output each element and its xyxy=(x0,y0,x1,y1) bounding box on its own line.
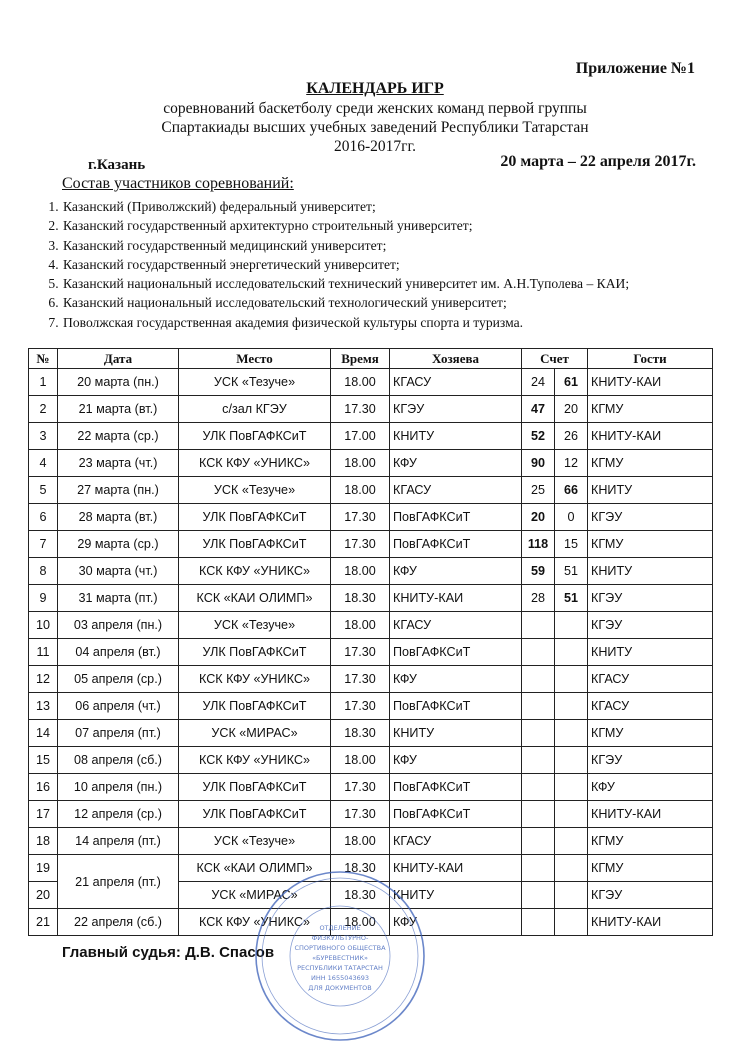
cell-date: 04 апреля (вт.) xyxy=(58,639,179,666)
cell-home: КГАСУ xyxy=(390,828,522,855)
participant-item: 7. Поволжская государственная академия физической культуры спорта и туризма. xyxy=(62,313,750,332)
cell-venue: УЛК ПовГАФКСиТ xyxy=(179,774,331,801)
cell-score-guest xyxy=(555,909,588,936)
participant-item: 1. Казанский (Приволжский) федеральный университет; xyxy=(62,197,750,216)
participant-item: 6. Казанский национальный исследовательский технологический университет; xyxy=(62,293,750,312)
svg-text:ИНН 1655043693: ИНН 1655043693 xyxy=(310,974,370,982)
cell-guest: КНИТУ-КАИ xyxy=(588,801,713,828)
cell-home: КНИТУ xyxy=(390,720,522,747)
cell-time: 17.30 xyxy=(331,504,390,531)
cell-home: КНИТУ xyxy=(390,423,522,450)
cell-guest: КНИТУ-КАИ xyxy=(588,369,713,396)
cell-guest: КГМУ xyxy=(588,855,713,882)
cell-date: 08 апреля (сб.) xyxy=(58,747,179,774)
cell-score-guest xyxy=(555,801,588,828)
cell-guest: КНИТУ-КАИ xyxy=(588,423,713,450)
participant-item: 2. Казанский государственный архитектурно строительный университет; xyxy=(62,216,750,235)
cell-score-home: 52 xyxy=(522,423,555,450)
cell-date: 20 марта (пн.) xyxy=(58,369,179,396)
svg-text:СПОРТИВНОГО ОБЩЕСТВА: СПОРТИВНОГО ОБЩЕСТВА xyxy=(294,944,386,952)
cell-home: ПовГАФКСиТ xyxy=(390,639,522,666)
cell-number: 15 xyxy=(29,747,58,774)
cell-number: 18 xyxy=(29,828,58,855)
cell-date: 14 апреля (пт.) xyxy=(58,828,179,855)
cell-guest: КНИТУ xyxy=(588,558,713,585)
cell-score-guest xyxy=(555,855,588,882)
cell-guest: КГАСУ xyxy=(588,693,713,720)
table-row xyxy=(29,369,713,396)
cell-score-home xyxy=(522,639,555,666)
cell-time: 18.00 xyxy=(331,612,390,639)
cell-home: КНИТУ xyxy=(390,882,522,909)
cell-home: КФУ xyxy=(390,558,522,585)
svg-text:РЕСПУБЛИКИ ТАТАРСТАН: РЕСПУБЛИКИ ТАТАРСТАН xyxy=(297,964,383,972)
table-header-row xyxy=(29,349,713,369)
subtitle-season: 2016-2017гг. xyxy=(333,138,416,155)
table-row xyxy=(29,396,713,423)
cell-number: 10 xyxy=(29,612,58,639)
cell-home: ПовГАФКСиТ xyxy=(390,801,522,828)
cell-score-guest xyxy=(555,693,588,720)
cell-time: 18.00 xyxy=(331,477,390,504)
col-number: № xyxy=(29,349,58,369)
cell-score-home: 47 xyxy=(522,396,555,423)
table-row xyxy=(29,801,713,828)
cell-date: 10 апреля (пн.) xyxy=(58,774,179,801)
cell-score-guest: 51 xyxy=(555,585,588,612)
cell-home: КГАСУ xyxy=(390,477,522,504)
cell-score-home: 59 xyxy=(522,558,555,585)
cell-time: 18.00 xyxy=(331,450,390,477)
cell-number: 21 xyxy=(29,909,58,936)
cell-number: 11 xyxy=(29,639,58,666)
cell-number: 8 xyxy=(29,558,58,585)
cell-venue: УСК «Тезуче» xyxy=(179,369,331,396)
cell-guest: КГМУ xyxy=(588,720,713,747)
cell-time: 17.30 xyxy=(331,666,390,693)
svg-text:ОТДЕЛЕНИЕ: ОТДЕЛЕНИЕ xyxy=(319,924,361,932)
svg-text:ДЛЯ ДОКУМЕНТОВ: ДЛЯ ДОКУМЕНТОВ xyxy=(308,984,372,992)
cell-time: 18.30 xyxy=(331,882,390,909)
cell-home: КФУ xyxy=(390,666,522,693)
cell-number: 17 xyxy=(29,801,58,828)
cell-guest: КГЭУ xyxy=(588,504,713,531)
appendix-label: Приложение №1 xyxy=(575,60,695,77)
cell-score-guest: 61 xyxy=(555,369,588,396)
cell-guest: КГЭУ xyxy=(588,612,713,639)
cell-score-guest: 20 xyxy=(555,396,588,423)
table-row xyxy=(29,531,713,558)
cell-date: 29 марта (ср.) xyxy=(58,531,179,558)
col-date: Дата xyxy=(58,349,179,369)
cell-score-guest: 12 xyxy=(555,450,588,477)
cell-date: 27 марта (пн.) xyxy=(58,477,179,504)
cell-venue: КСК «КАИ ОЛИМП» xyxy=(179,585,331,612)
cell-score-guest xyxy=(555,666,588,693)
games-schedule-table xyxy=(28,348,713,936)
cell-number: 13 xyxy=(29,693,58,720)
cell-date: 22 марта (ср.) xyxy=(58,423,179,450)
cell-score-home xyxy=(522,855,555,882)
cell-home: ПовГАФКСиТ xyxy=(390,531,522,558)
cell-time: 18.00 xyxy=(331,909,390,936)
cell-venue: КСК КФУ «УНИКС» xyxy=(179,666,331,693)
cell-number: 6 xyxy=(29,504,58,531)
cell-venue: УЛК ПовГАФКСиТ xyxy=(179,423,331,450)
table-row xyxy=(29,693,713,720)
cell-date: 21 марта (вт.) xyxy=(58,396,179,423)
cell-score-home xyxy=(522,828,555,855)
cell-time: 18.30 xyxy=(331,720,390,747)
table-row xyxy=(29,504,713,531)
cell-score-home xyxy=(522,774,555,801)
table-row xyxy=(29,612,713,639)
participant-item: 4. Казанский государственный энергетический университет; xyxy=(62,255,750,274)
cell-score-guest xyxy=(555,774,588,801)
cell-home: КФУ xyxy=(390,450,522,477)
table-row xyxy=(29,585,713,612)
cell-score-home xyxy=(522,612,555,639)
cell-number: 2 xyxy=(29,396,58,423)
cell-score-guest xyxy=(555,828,588,855)
cell-score-home: 28 xyxy=(522,585,555,612)
cell-venue: КСК КФУ «УНИКС» xyxy=(179,747,331,774)
cell-home: КФУ xyxy=(390,747,522,774)
cell-guest: КГЭУ xyxy=(588,585,713,612)
table-row xyxy=(29,477,713,504)
cell-guest: КНИТУ-КАИ xyxy=(588,909,713,936)
table-row xyxy=(29,720,713,747)
cell-number: 9 xyxy=(29,585,58,612)
cell-score-home: 25 xyxy=(522,477,555,504)
cell-date: 28 марта (вт.) xyxy=(58,504,179,531)
cell-home: ПовГАФКСиТ xyxy=(390,504,522,531)
col-time: Время xyxy=(331,349,390,369)
table-row xyxy=(29,450,713,477)
table-row xyxy=(29,828,713,855)
cell-time: 17.00 xyxy=(331,423,390,450)
cell-score-home xyxy=(522,801,555,828)
cell-score-home: 90 xyxy=(522,450,555,477)
cell-home: ПовГАФКСиТ xyxy=(390,693,522,720)
cell-venue: УСК «МИРАС» xyxy=(179,720,331,747)
cell-home: КНИТУ-КАИ xyxy=(390,855,522,882)
cell-time: 18.00 xyxy=(331,747,390,774)
cell-score-guest: 66 xyxy=(555,477,588,504)
cell-score-guest: 0 xyxy=(555,504,588,531)
cell-guest: КГМУ xyxy=(588,450,713,477)
cell-home: ПовГАФКСиТ xyxy=(390,774,522,801)
cell-time: 18.00 xyxy=(331,828,390,855)
cell-guest: КГЭУ xyxy=(588,747,713,774)
cell-number: 7 xyxy=(29,531,58,558)
cell-guest: КНИТУ xyxy=(588,477,713,504)
cell-score-guest xyxy=(555,882,588,909)
city-label: г.Казань xyxy=(88,157,146,173)
cell-guest: КГАСУ xyxy=(588,666,713,693)
cell-number: 16 xyxy=(29,774,58,801)
cell-venue: УСК «МИРАС» xyxy=(179,882,331,909)
cell-number: 1 xyxy=(29,369,58,396)
cell-date: 05 апреля (ср.) xyxy=(58,666,179,693)
svg-text:ФИЗКУЛЬТУРНО-: ФИЗКУЛЬТУРНО- xyxy=(311,934,369,942)
cell-home: КНИТУ-КАИ xyxy=(390,585,522,612)
cell-score-guest xyxy=(555,612,588,639)
cell-date: 12 апреля (ср.) xyxy=(58,801,179,828)
cell-venue: КСК КФУ «УНИКС» xyxy=(179,450,331,477)
col-home: Хозяева xyxy=(390,349,522,369)
cell-date: 31 марта (пт.) xyxy=(58,585,179,612)
cell-score-guest: 51 xyxy=(555,558,588,585)
subtitle-line-2: Спартакиады высших учебных заведений Республики Татарстан xyxy=(161,119,589,136)
table-row xyxy=(29,558,713,585)
cell-time: 18.30 xyxy=(331,855,390,882)
table-row xyxy=(29,666,713,693)
cell-number: 20 xyxy=(29,882,58,909)
cell-home: КГЭУ xyxy=(390,396,522,423)
cell-venue: УЛК ПовГАФКСиТ xyxy=(179,531,331,558)
cell-venue: с/зал КГЭУ xyxy=(179,396,331,423)
table-row xyxy=(29,639,713,666)
table-row xyxy=(29,774,713,801)
cell-number: 19 xyxy=(29,855,58,882)
cell-time: 17.30 xyxy=(331,396,390,423)
cell-venue: УЛК ПовГАФКСиТ xyxy=(179,801,331,828)
cell-score-home xyxy=(522,909,555,936)
cell-guest: КГЭУ xyxy=(588,882,713,909)
cell-date: 21 апреля (пт.) xyxy=(58,855,179,909)
cell-venue: УСК «Тезуче» xyxy=(179,612,331,639)
subtitle-line-1: соревнований баскетболу среди женских команд первой группы xyxy=(163,100,587,117)
col-venue: Место xyxy=(179,349,331,369)
cell-venue: УСК «Тезуче» xyxy=(179,828,331,855)
col-score: Счет xyxy=(522,349,588,369)
organization-seal xyxy=(252,868,428,1044)
cell-home: КФУ xyxy=(390,909,522,936)
document-title: КАЛЕНДАРЬ ИГР xyxy=(306,80,444,97)
cell-score-home: 20 xyxy=(522,504,555,531)
cell-venue: КСК «КАИ ОЛИМП» xyxy=(179,855,331,882)
cell-time: 17.30 xyxy=(331,531,390,558)
cell-venue: УСК «Тезуче» xyxy=(179,477,331,504)
cell-score-home xyxy=(522,747,555,774)
participants-heading: Состав участников соревнований: xyxy=(62,175,294,192)
cell-time: 17.30 xyxy=(331,639,390,666)
cell-venue: УЛК ПовГАФКСиТ xyxy=(179,504,331,531)
cell-score-home xyxy=(522,666,555,693)
cell-guest: КГМУ xyxy=(588,828,713,855)
cell-date: 06 апреля (чт.) xyxy=(58,693,179,720)
cell-guest: КГМУ xyxy=(588,531,713,558)
participants-list xyxy=(30,197,750,332)
cell-time: 18.30 xyxy=(331,585,390,612)
cell-time: 17.30 xyxy=(331,801,390,828)
cell-home: КГАСУ xyxy=(390,612,522,639)
cell-venue: КСК КФУ «УНИКС» xyxy=(179,909,331,936)
cell-number: 3 xyxy=(29,423,58,450)
date-range: 20 марта – 22 апреля 2017г. xyxy=(500,153,696,170)
cell-guest: КНИТУ xyxy=(588,639,713,666)
cell-number: 12 xyxy=(29,666,58,693)
cell-guest: КГМУ xyxy=(588,396,713,423)
cell-score-home xyxy=(522,693,555,720)
cell-number: 4 xyxy=(29,450,58,477)
cell-guest: КФУ xyxy=(588,774,713,801)
cell-score-guest xyxy=(555,720,588,747)
cell-number: 5 xyxy=(29,477,58,504)
participant-item: 5. Казанский национальный исследовательский технический университет им. А.Н.Туполева – КАИ; xyxy=(62,274,750,293)
cell-score-guest xyxy=(555,639,588,666)
participant-item: 3. Казанский государственный медицинский университет; xyxy=(62,236,750,255)
cell-venue: УЛК ПовГАФКСиТ xyxy=(179,639,331,666)
cell-home: КГАСУ xyxy=(390,369,522,396)
cell-score-guest xyxy=(555,747,588,774)
cell-time: 17.30 xyxy=(331,774,390,801)
chief-judge: Главный судья: Д.В. Спасов xyxy=(62,944,275,961)
cell-time: 18.00 xyxy=(331,369,390,396)
cell-date: 03 апреля (пн.) xyxy=(58,612,179,639)
cell-venue: УЛК ПовГАФКСиТ xyxy=(179,693,331,720)
cell-score-home xyxy=(522,882,555,909)
cell-score-home: 118 xyxy=(522,531,555,558)
cell-time: 17.30 xyxy=(331,693,390,720)
cell-date: 07 апреля (пт.) xyxy=(58,720,179,747)
col-guests: Гости xyxy=(588,349,713,369)
cell-date: 22 апреля (сб.) xyxy=(58,909,179,936)
cell-score-guest: 26 xyxy=(555,423,588,450)
svg-text:«БУРЕВЕСТНИК»: «БУРЕВЕСТНИК» xyxy=(312,954,368,962)
cell-date: 23 марта (чт.) xyxy=(58,450,179,477)
cell-score-home: 24 xyxy=(522,369,555,396)
table-row xyxy=(29,747,713,774)
table-row xyxy=(29,423,713,450)
cell-score-home xyxy=(522,720,555,747)
cell-date: 30 марта (чт.) xyxy=(58,558,179,585)
cell-score-guest: 15 xyxy=(555,531,588,558)
cell-time: 18.00 xyxy=(331,558,390,585)
cell-venue: КСК КФУ «УНИКС» xyxy=(179,558,331,585)
cell-number: 14 xyxy=(29,720,58,747)
